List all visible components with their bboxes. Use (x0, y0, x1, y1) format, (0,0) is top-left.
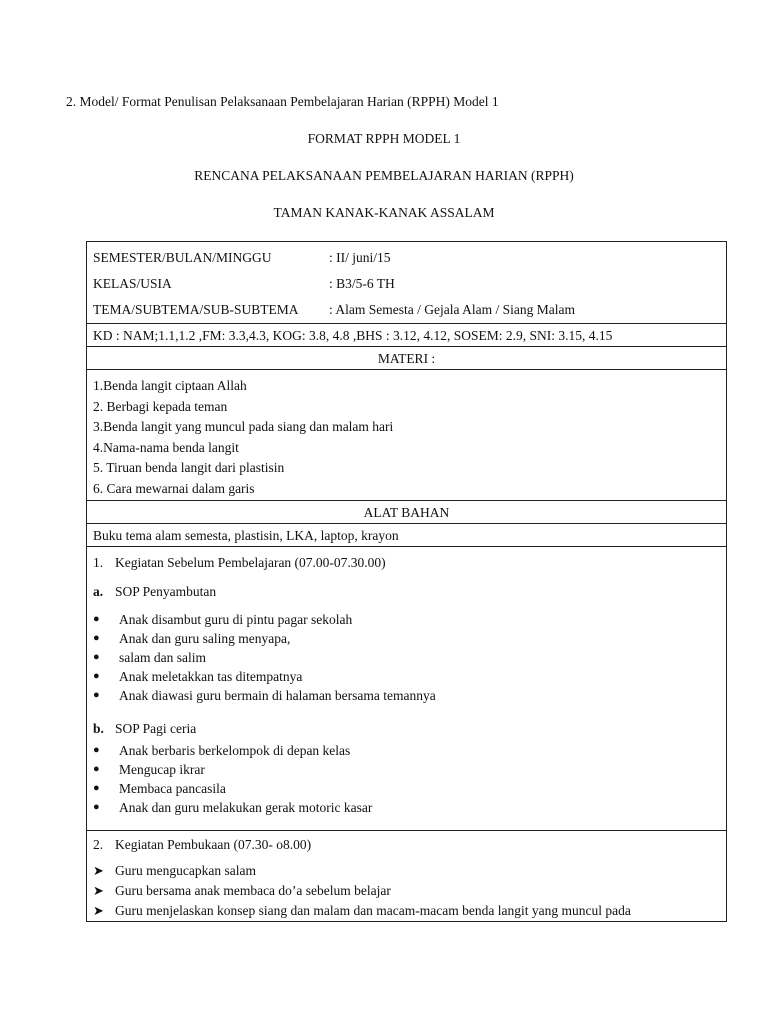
info-tema (93, 296, 720, 322)
kd-row (87, 324, 727, 347)
bullet-dot-icon: ● (93, 689, 100, 701)
kegiatan2-row (87, 831, 727, 922)
list-item-text: Anak berbaris berkelompok di depan kelas (119, 743, 351, 758)
arrow-right-icon: ➤ (93, 882, 104, 898)
list-item (93, 629, 720, 648)
info-key: SEMESTER/BULAN/MINGGU (93, 249, 272, 265)
step-number: 2. (93, 836, 104, 852)
list-item (93, 798, 720, 817)
arrow-right-icon: ➤ (93, 862, 104, 878)
school-title: TAMAN KANAK-KANAK ASSALAM (273, 205, 495, 220)
alat-header: ALAT BAHAN (87, 501, 727, 524)
list-item-text: Membaca pancasila (119, 781, 226, 796)
bullet-dot-icon: ● (93, 782, 100, 794)
list-item (93, 760, 720, 779)
arrow-right-icon: ➤ (93, 902, 104, 918)
list-item-text: Anak dan guru saling menyapa, (119, 631, 291, 646)
materi-header-row (87, 347, 727, 370)
bullet-dot-icon: ● (93, 613, 100, 625)
rpph-title: RENCANA PELAKSANAAN PEMBELAJARAN HARIAN (RPPH) (194, 168, 574, 183)
kegiatan2-cell (87, 831, 727, 922)
list-item-text: Anak dan guru melakukan gerak motoric kasar (119, 800, 373, 815)
list-item (93, 900, 720, 920)
list-item (93, 648, 720, 667)
format-title: FORMAT RPPH MODEL 1 (307, 131, 461, 146)
sop-label: a. (93, 583, 104, 599)
kegiatan2-title (93, 833, 720, 855)
materi-item: 5. Tiruan benda langit dari plastisin (93, 460, 285, 475)
info-key: TEMA/SUBTEMA/SUB-SUBTEMA (93, 301, 299, 317)
list-item (93, 610, 720, 629)
list-item-text: salam dan salim (119, 650, 206, 665)
list-item-text: Guru menjelaskan konsep siang dan malam dan macam-macam benda langit yang muncul pada (115, 902, 631, 918)
info-value: : Alam Semesta / Gejala Alam / Siang Malam (329, 301, 575, 317)
list-item-text: Anak meletakkan tas ditempatnya (119, 669, 303, 684)
list-item-text: Anak disambut guru di pintu pagar sekolah (119, 612, 353, 627)
document-heading: 2. Model/ Format Penulisan Pelaksanaan Pembelajaran Harian (RPPH) Model 1 (66, 94, 499, 109)
materi-header: MATERI : (87, 347, 727, 370)
sop-a-title (93, 576, 720, 606)
materi-item: 3.Benda langit yang muncul pada siang dan malam hari (93, 419, 394, 434)
list-item (93, 741, 720, 760)
materi-list (87, 370, 727, 501)
sop-title: SOP Penyambutan (115, 583, 217, 599)
list-item-text: Guru bersama anak membaca do’a sebelum belajar (115, 882, 391, 898)
materi-item: 1.Benda langit ciptaan Allah (93, 378, 247, 393)
sop-title: SOP Pagi ceria (115, 720, 197, 736)
step-title: Kegiatan Pembukaan (07.30- o8.00) (115, 836, 312, 852)
bullet-dot-icon: ● (93, 801, 100, 813)
list-item (93, 686, 720, 705)
materi-item: 2. Berbagi kepada teman (93, 398, 228, 414)
sop-b-title (93, 715, 720, 741)
bullet-dot-icon: ● (93, 670, 100, 682)
step-number: 1. (93, 555, 104, 570)
alat-header-row (87, 501, 727, 524)
bullet-dot-icon: ● (93, 744, 100, 756)
rpph-table (86, 241, 727, 922)
alat-row (87, 524, 727, 547)
list-item-text: Guru mengucapkan salam (115, 862, 256, 878)
list-item (93, 779, 720, 798)
list-item (93, 860, 720, 880)
materi-item: 6. Cara mewarnai dalam garis (93, 480, 255, 496)
info-value: : B3/5-6 TH (329, 275, 395, 291)
list-item-text: Mengucap ikrar (119, 762, 205, 777)
info-key: KELAS/USIA (93, 275, 172, 291)
list-item (93, 880, 720, 900)
kd-cell: KD : NAM;1.1,1.2 ,FM: 3.3,4.3, KOG: 3.8, 4.8 ,BHS : 3.12, 4.12, SOSEM: 2.9, SNI: 3.15, 4.15 (87, 324, 727, 347)
list-item-text: Anak diawasi guru bermain di halaman bersama temannya (119, 688, 436, 703)
info-kelas (93, 270, 720, 296)
materi-row (87, 370, 727, 501)
kegiatan1-row (87, 547, 727, 831)
list-item (93, 667, 720, 686)
step-title: Kegiatan Sebelum Pembelajaran (07.00-07.30.00) (115, 555, 386, 570)
info-cell (87, 242, 727, 324)
info-value: : II/ juni/15 (329, 249, 391, 265)
kegiatan1-title (93, 549, 720, 576)
bullet-dot-icon: ● (93, 763, 100, 775)
bullet-dot-icon: ● (93, 632, 100, 644)
materi-item: 4.Nama-nama benda langit (93, 439, 239, 455)
bullet-dot-icon: ● (93, 651, 100, 663)
info-row (87, 242, 727, 324)
info-semester (93, 244, 720, 270)
kegiatan1-cell (87, 547, 727, 831)
sop-label: b. (93, 720, 104, 736)
alat-cell: Buku tema alam semesta, plastisin, LKA, laptop, krayon (87, 524, 727, 547)
